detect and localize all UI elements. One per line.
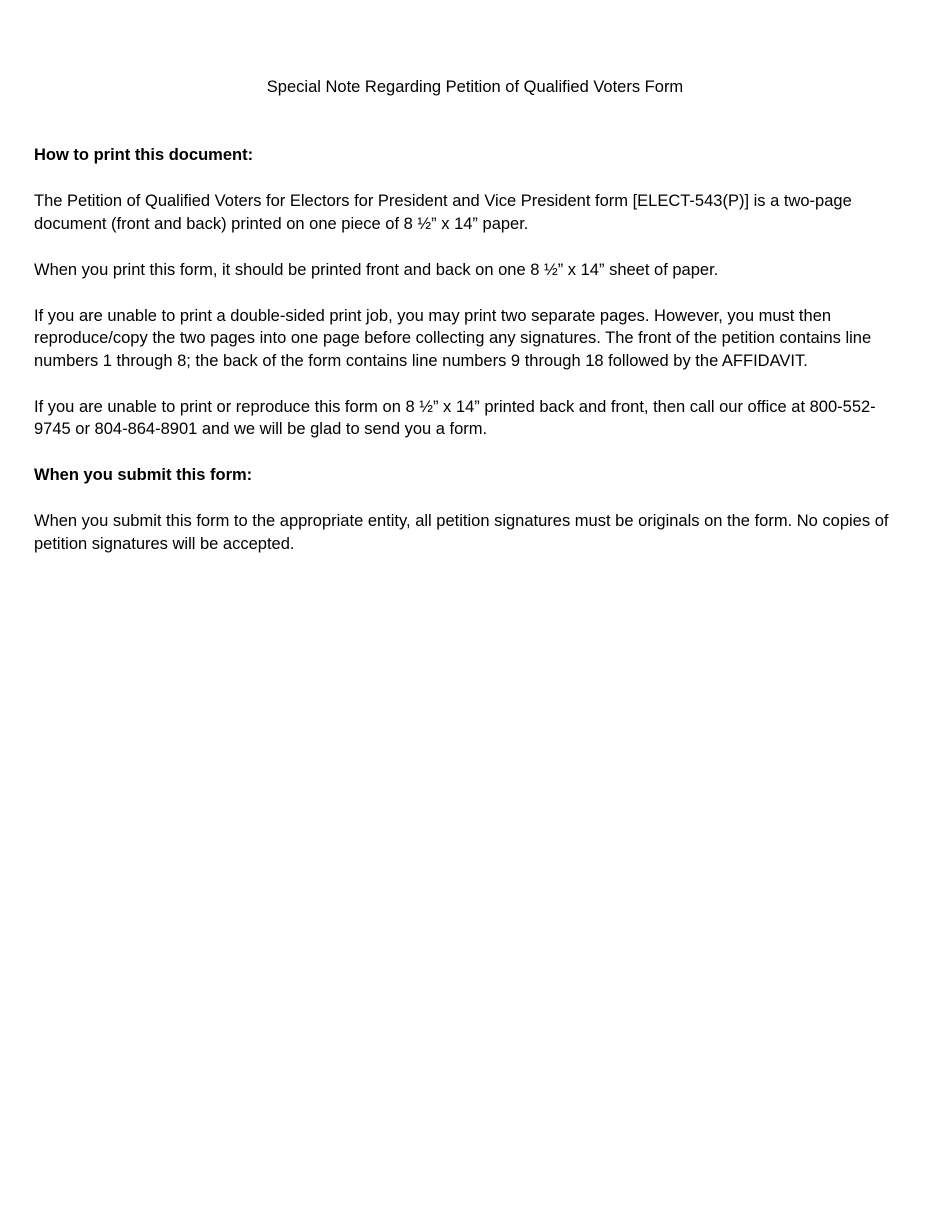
- document-title: Special Note Regarding Petition of Qualified Voters Form: [266, 78, 684, 96]
- paragraph-submit-requirements: When you submit this form to the appropriate entity, all petition signatures must be originals on the form. No copies of petition signatures will be accepted.: [34, 512, 889, 553]
- paragraph-form-description: The Petition of Qualified Voters for Electors for President and Vice President form [ELECT-543(P)] is a two-page document (front and back) printed on one piece of 8 ½” x 14” paper.: [34, 192, 852, 233]
- document-body: [34, 144, 894, 555]
- paragraph-contact-office: If you are unable to print or reproduce this form on 8 ½” x 14” printed back and front, then call our office at 800-552-9745 or 804-864-8901 and we will be glad to send you a form.: [34, 397, 876, 438]
- paragraph-separate-pages: If you are unable to print a double-sided print job, you may print two separate pages. However, you must then reproduce/copy the two pages into one page before collecting any signatures. The front of the petition contains line numbers 1 through 8; the back of the form contains line numbers 9 through 18 followed by the AFFIDAVIT.: [34, 306, 872, 370]
- section-heading-submit: When you submit this form:: [34, 466, 253, 484]
- section-heading-print: How to print this document:: [34, 146, 254, 164]
- paragraph-print-instructions: When you print this form, it should be printed front and back on one 8 ½” x 14” sheet of paper.: [34, 260, 719, 279]
